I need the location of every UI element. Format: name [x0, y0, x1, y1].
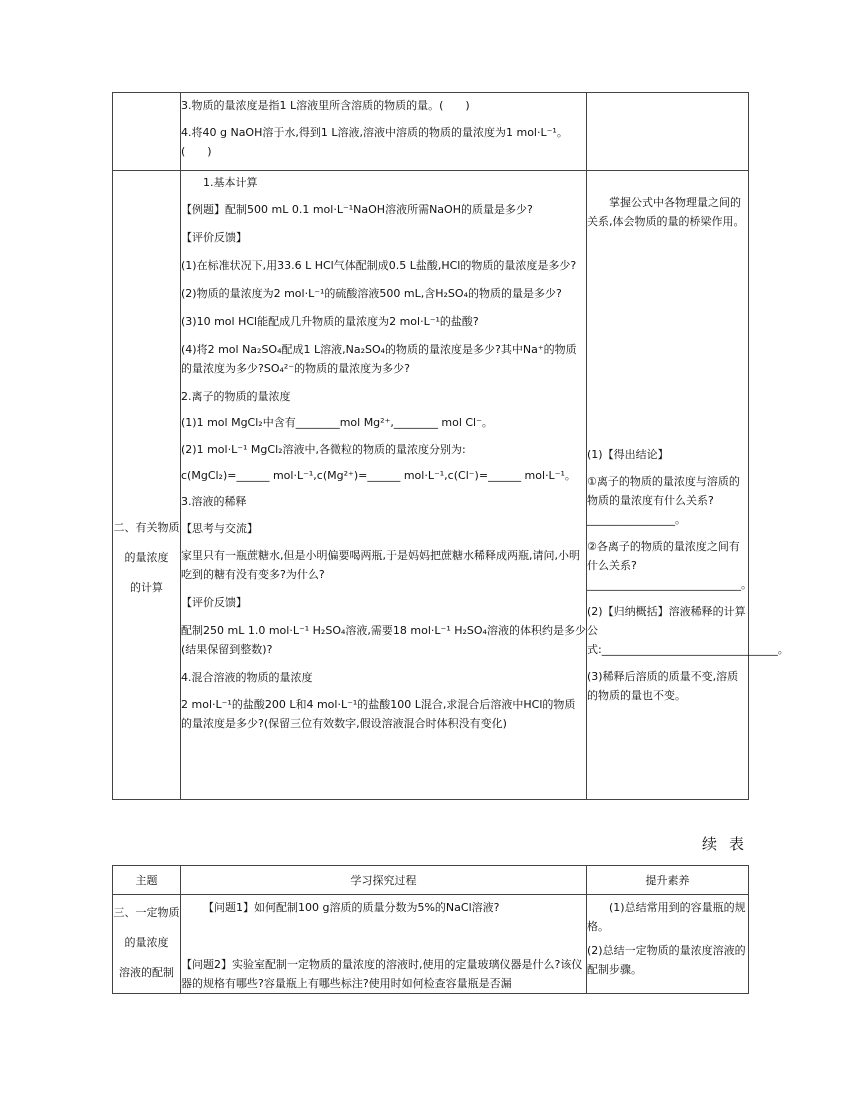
literacy-note-3: (3)稀释后溶质的质量不变,溶质的物质的量也不变。 [587, 670, 739, 702]
literacy-conclusion-1: ①离子的物质的量浓度与溶质的物质的量浓度有什么关系?________________。 [587, 475, 740, 526]
feedback-2: (2)物质的量浓度为2 mol·L⁻¹的硫酸溶液500 mL,含H₂SO₄的物质的量是多少? [181, 287, 562, 300]
literacy-cell [587, 93, 749, 171]
topic-line: 的计算 [130, 581, 163, 594]
question-2: 【问题2】实验室配制一定物质的量浓度的溶液时,使用的定量玻璃仪器是什么?该仪器的规格有哪些?容量瓶上有哪些标注?使用时如何检查容量瓶是否漏 [181, 958, 583, 990]
table-row [113, 93, 749, 171]
continued-table-label: 续表 [702, 835, 757, 853]
think-text: 家里只有一瓶蔗糖水,但是小明偏要喝两瓶,于是妈妈把蔗糖水稀释成两瓶,请问,小明吃到的糖有没有变多?为什么? [181, 549, 580, 581]
question-1: 【问题1】如何配制100 g溶质的质量分数为5%的NaCl溶液? [203, 901, 500, 914]
literacy-cell [587, 171, 789, 800]
literacy-conclusion-title: (1)【得出结论】 [587, 448, 669, 461]
topic-line: 二、有关物质 [113, 521, 180, 534]
ion-question-1: (1)1 mol MgCl₂中含有________mol Mg²⁺,________ mol Cl⁻。 [181, 416, 493, 429]
heading-ion-conc: 2.离子的物质的量浓度 [181, 390, 291, 403]
table-row [113, 171, 749, 800]
topic-line: 三、一定物质 [113, 906, 180, 919]
study-table [112, 92, 789, 800]
process-cell [181, 93, 587, 171]
table-header-row [113, 866, 749, 895]
question-4: 4.将40 g NaOH溶于水,得到1 L溶液,溶液中溶质的物质的量浓度为1 mol·L⁻¹。( ) [181, 126, 568, 158]
feedback-title: 【评价反馈】 [181, 231, 247, 244]
header-topic: 主题 [113, 866, 181, 895]
header-process: 学习探究过程 [181, 866, 587, 895]
topic-line: 的量浓度 [124, 551, 169, 564]
process-cell [181, 171, 587, 800]
dilution-question: 配制250 mL 1.0 mol·L⁻¹ H₂SO₄溶液,需要18 mol·L⁻¹ H₂SO₄溶液的体积约是多少(结果保留到整数)? [181, 624, 586, 656]
literacy-note-2: (2)总结一定物质的量浓度溶液的配制步骤。 [587, 944, 746, 976]
feedback-title: 【评价反馈】 [181, 596, 247, 609]
header-literacy: 提升素养 [587, 866, 749, 895]
question-3: 3.物质的量浓度是指1 L溶液里所含溶质的物质的量。( ) [181, 99, 470, 112]
heading-mixed: 4.混合溶液的物质的量浓度 [181, 671, 313, 684]
heading-basic-calc: 1.基本计算 [203, 176, 258, 189]
ion-question-2: (2)1 mol·L⁻¹ MgCl₂溶液中,各微粒的物质的量浓度分别为: [181, 443, 466, 456]
process-cell [181, 895, 587, 994]
ion-question-3: c(MgCl₂)=______ mol·L⁻¹,c(Mg²⁺)=______ mol·L⁻¹,c(Cl⁻)=______ mol·L⁻¹。 [181, 469, 576, 482]
feedback-3: (3)10 mol HCl能配成几升物质的量浓度为2 mol·L⁻¹的盐酸? [181, 315, 479, 328]
heading-dilution: 3.溶液的稀释 [181, 495, 247, 508]
literacy-summary: (2)【归纳概括】溶液稀释的计算公式:________________________________。 [587, 605, 789, 656]
topic-cell [113, 895, 181, 994]
feedback-1: (1)在标准状况下,用33.6 L HCl气体配制成0.5 L盐酸,HCl的物质的量浓度是多少? [181, 259, 577, 272]
topic-line: 溶液的配制 [119, 966, 174, 979]
topic-line: 的量浓度 [124, 936, 169, 949]
example: 【例题】配制500 mL 0.1 mol·L⁻¹NaOH溶液所需NaOH的质量是多少? [181, 203, 533, 216]
think-title: 【思考与交流】 [181, 522, 258, 535]
literacy-note-1: 掌握公式中各物理量之间的关系,体会物质的量的桥梁作用。 [587, 196, 745, 228]
literacy-cell [587, 895, 749, 994]
table-row [113, 895, 749, 994]
literacy-note-1: (1)总结常用到的容量瓶的规格。 [587, 901, 746, 933]
continued-table [112, 865, 749, 994]
topic-cell [113, 93, 181, 171]
feedback-4: (4)将2 mol Na₂SO₄配成1 L溶液,Na₂SO₄的物质的量浓度是多少?其中Na⁺的物质的量浓度为多少?SO₄²⁻的物质的量浓度为多少? [181, 343, 577, 375]
literacy-conclusion-2: ②各离子的物质的量浓度之间有什么关系?____________________________。 [587, 540, 752, 591]
topic-cell [113, 171, 181, 800]
mixed-question: 2 mol·L⁻¹的盐酸200 L和4 mol·L⁻¹的盐酸100 L混合,求混合后溶液中HCl的物质的量浓度是多少?(保留三位有效数字,假设溶液混合时体积没有变化) [181, 698, 576, 730]
